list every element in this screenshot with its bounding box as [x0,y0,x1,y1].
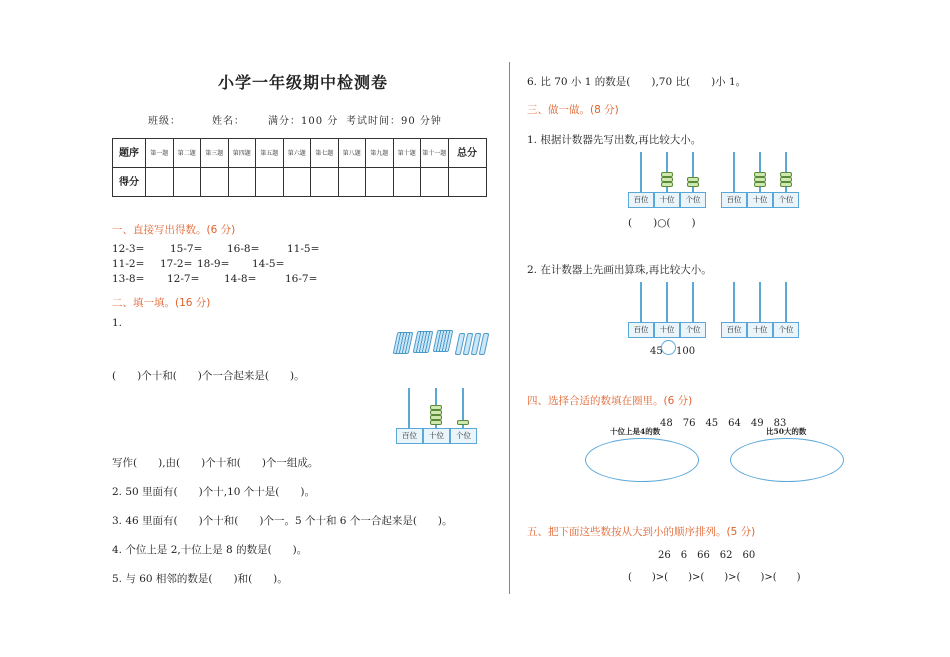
abacus-bead [780,182,792,187]
score-table [112,138,487,197]
oval-right-label: 比50大的数 [766,427,807,436]
abacus-rod [666,282,668,322]
page-title: 小学一年级期中检测卷 [218,73,389,92]
abacus-label-ones: 个位 [680,192,706,208]
section3-heading: 三、做一做。(8 分) [527,104,619,116]
abacus-rod [733,282,735,322]
abacus-label-ones: 个位 [773,322,799,338]
calc-item: 11-2= [112,258,145,270]
score-cell[interactable] [201,168,229,197]
section5-numbers: 26 6 66 62 60 [658,550,756,561]
abacus-label-ones: 个位 [680,322,706,338]
score-table-header-label: 题序 [113,139,146,168]
abacus-bead [430,420,442,425]
calc-item: 14-5= [252,258,285,270]
score-col-2: 第二题 [173,139,201,168]
abacus-bead [687,182,699,187]
score-table-total-label: 总分 [448,139,486,168]
abacus-label-hundreds: 百位 [721,322,747,338]
section4-heading: 四、选择合适的数填在圈里。(6 分) [527,395,693,407]
score-cell[interactable] [256,168,284,197]
score-col-10: 第十题 [393,139,421,168]
column-divider [509,62,510,594]
abacus-bead [661,182,673,187]
name-label: 姓名： [212,116,245,127]
abacus-bead [754,182,766,187]
abacus-label-hundreds: 百位 [628,322,654,338]
calc-item: 14-8= [224,273,257,285]
question-6: 6. 比 70 小 1 的数是( ),70 比( )小 1。 [527,76,747,88]
abacus-label-ones: 个位 [773,192,799,208]
abacus-rod [785,282,787,322]
compare-right-number: 100 [676,346,696,357]
question-3: 3. 46 里面有( )个十和( )个一。5 个十和 6 个一合起来是( )。 [112,515,453,527]
score-col-11: 第十一题 [421,139,449,168]
compare-circle[interactable] [661,340,676,355]
score-cell[interactable] [393,168,421,197]
abacus-label-hundreds: 百位 [628,192,654,208]
score-cell[interactable] [338,168,366,197]
abacus-label-hundreds: 百位 [396,428,423,444]
score-col-7: 第七题 [311,139,339,168]
oval-right[interactable] [730,438,844,482]
abacus-label-tens: 十位 [654,322,680,338]
abacus-rod [692,282,694,322]
score-cell[interactable] [173,168,201,197]
stick-bundle-icon [393,332,414,354]
score-col-1: 第一题 [146,139,174,168]
section1-heading: 一、直接写出得数。(6 分) [112,224,236,236]
calc-item: 16-8= [227,243,260,255]
calc-item: 17-2= [160,258,193,270]
section3-q1: 1. 根据计数器先写出数,再比较大小。 [527,134,702,146]
score-col-8: 第八题 [338,139,366,168]
calc-item: 11-5= [287,243,320,255]
score-col-5: 第五题 [256,139,284,168]
calc-item: 18-9= [197,258,230,270]
abacus-label-tens: 十位 [423,428,450,444]
full-score-label: 满分：100 分 [268,116,339,127]
question-5: 5. 与 60 相邻的数是( )和( )。 [112,573,288,585]
abacus-rod [408,388,410,428]
q1-compare-answer: ( )○( ) [628,217,696,229]
stick-bundle-icon [433,330,454,352]
score-col-9: 第九题 [366,139,394,168]
calc-item: 13-8= [112,273,145,285]
abacus-rod [640,282,642,322]
score-col-4: 第四题 [228,139,256,168]
abacus-rod [640,152,642,192]
q1-line2: 写作( ),由( )个十和( )个一组成。 [112,457,319,469]
calc-item: 15-7= [170,243,203,255]
score-col-6: 第六题 [283,139,311,168]
section3-q2: 2. 在计数器上先画出算珠,再比较大小。 [527,264,712,276]
abacus-label-tens: 十位 [654,192,680,208]
oval-left-label: 十位上是4的数 [610,427,661,436]
score-table-row-label: 得分 [113,168,146,197]
score-cell[interactable] [146,168,174,197]
score-cell[interactable] [448,168,486,197]
abacus-label-hundreds: 百位 [721,192,747,208]
calc-item: 16-7= [285,273,318,285]
score-cell[interactable] [421,168,449,197]
score-cell[interactable] [228,168,256,197]
q1-line1: ( )个十和( )个一合起来是( )。 [112,370,305,382]
calc-item: 12-7= [167,273,200,285]
score-cell[interactable] [366,168,394,197]
abacus-bead [457,420,469,425]
question-number: 1. [112,317,123,329]
abacus-label-ones: 个位 [450,428,477,444]
abacus-label-tens: 十位 [747,322,773,338]
section5-answer: ( )>( )>( )>( )>( ) [628,572,801,583]
oval-left[interactable] [585,438,699,482]
abacus-label-tens: 十位 [747,192,773,208]
question-2: 2. 50 里面有( )个十,10 个十是( )。 [112,486,315,498]
score-col-3: 第三题 [201,139,229,168]
compare-left-number: 45 [650,346,663,357]
section2-heading: 二、填一填。(16 分) [112,297,211,309]
section5-heading: 五、把下面这些数按从大到小的顺序排列。(5 分) [527,526,756,538]
exam-time-label: 考试时间：90 分钟 [346,116,442,127]
score-cell[interactable] [311,168,339,197]
class-label: 班级： [148,116,181,127]
abacus-rod [759,282,761,322]
score-cell[interactable] [283,168,311,197]
stick-bundle-icon [413,331,434,353]
calc-item: 12-3= [112,243,145,255]
section4-numbers: 48 76 45 64 49 83 [660,418,787,429]
question-4: 4. 个位上是 2,十位上是 8 的数是( )。 [112,544,308,556]
abacus-rod [733,152,735,192]
